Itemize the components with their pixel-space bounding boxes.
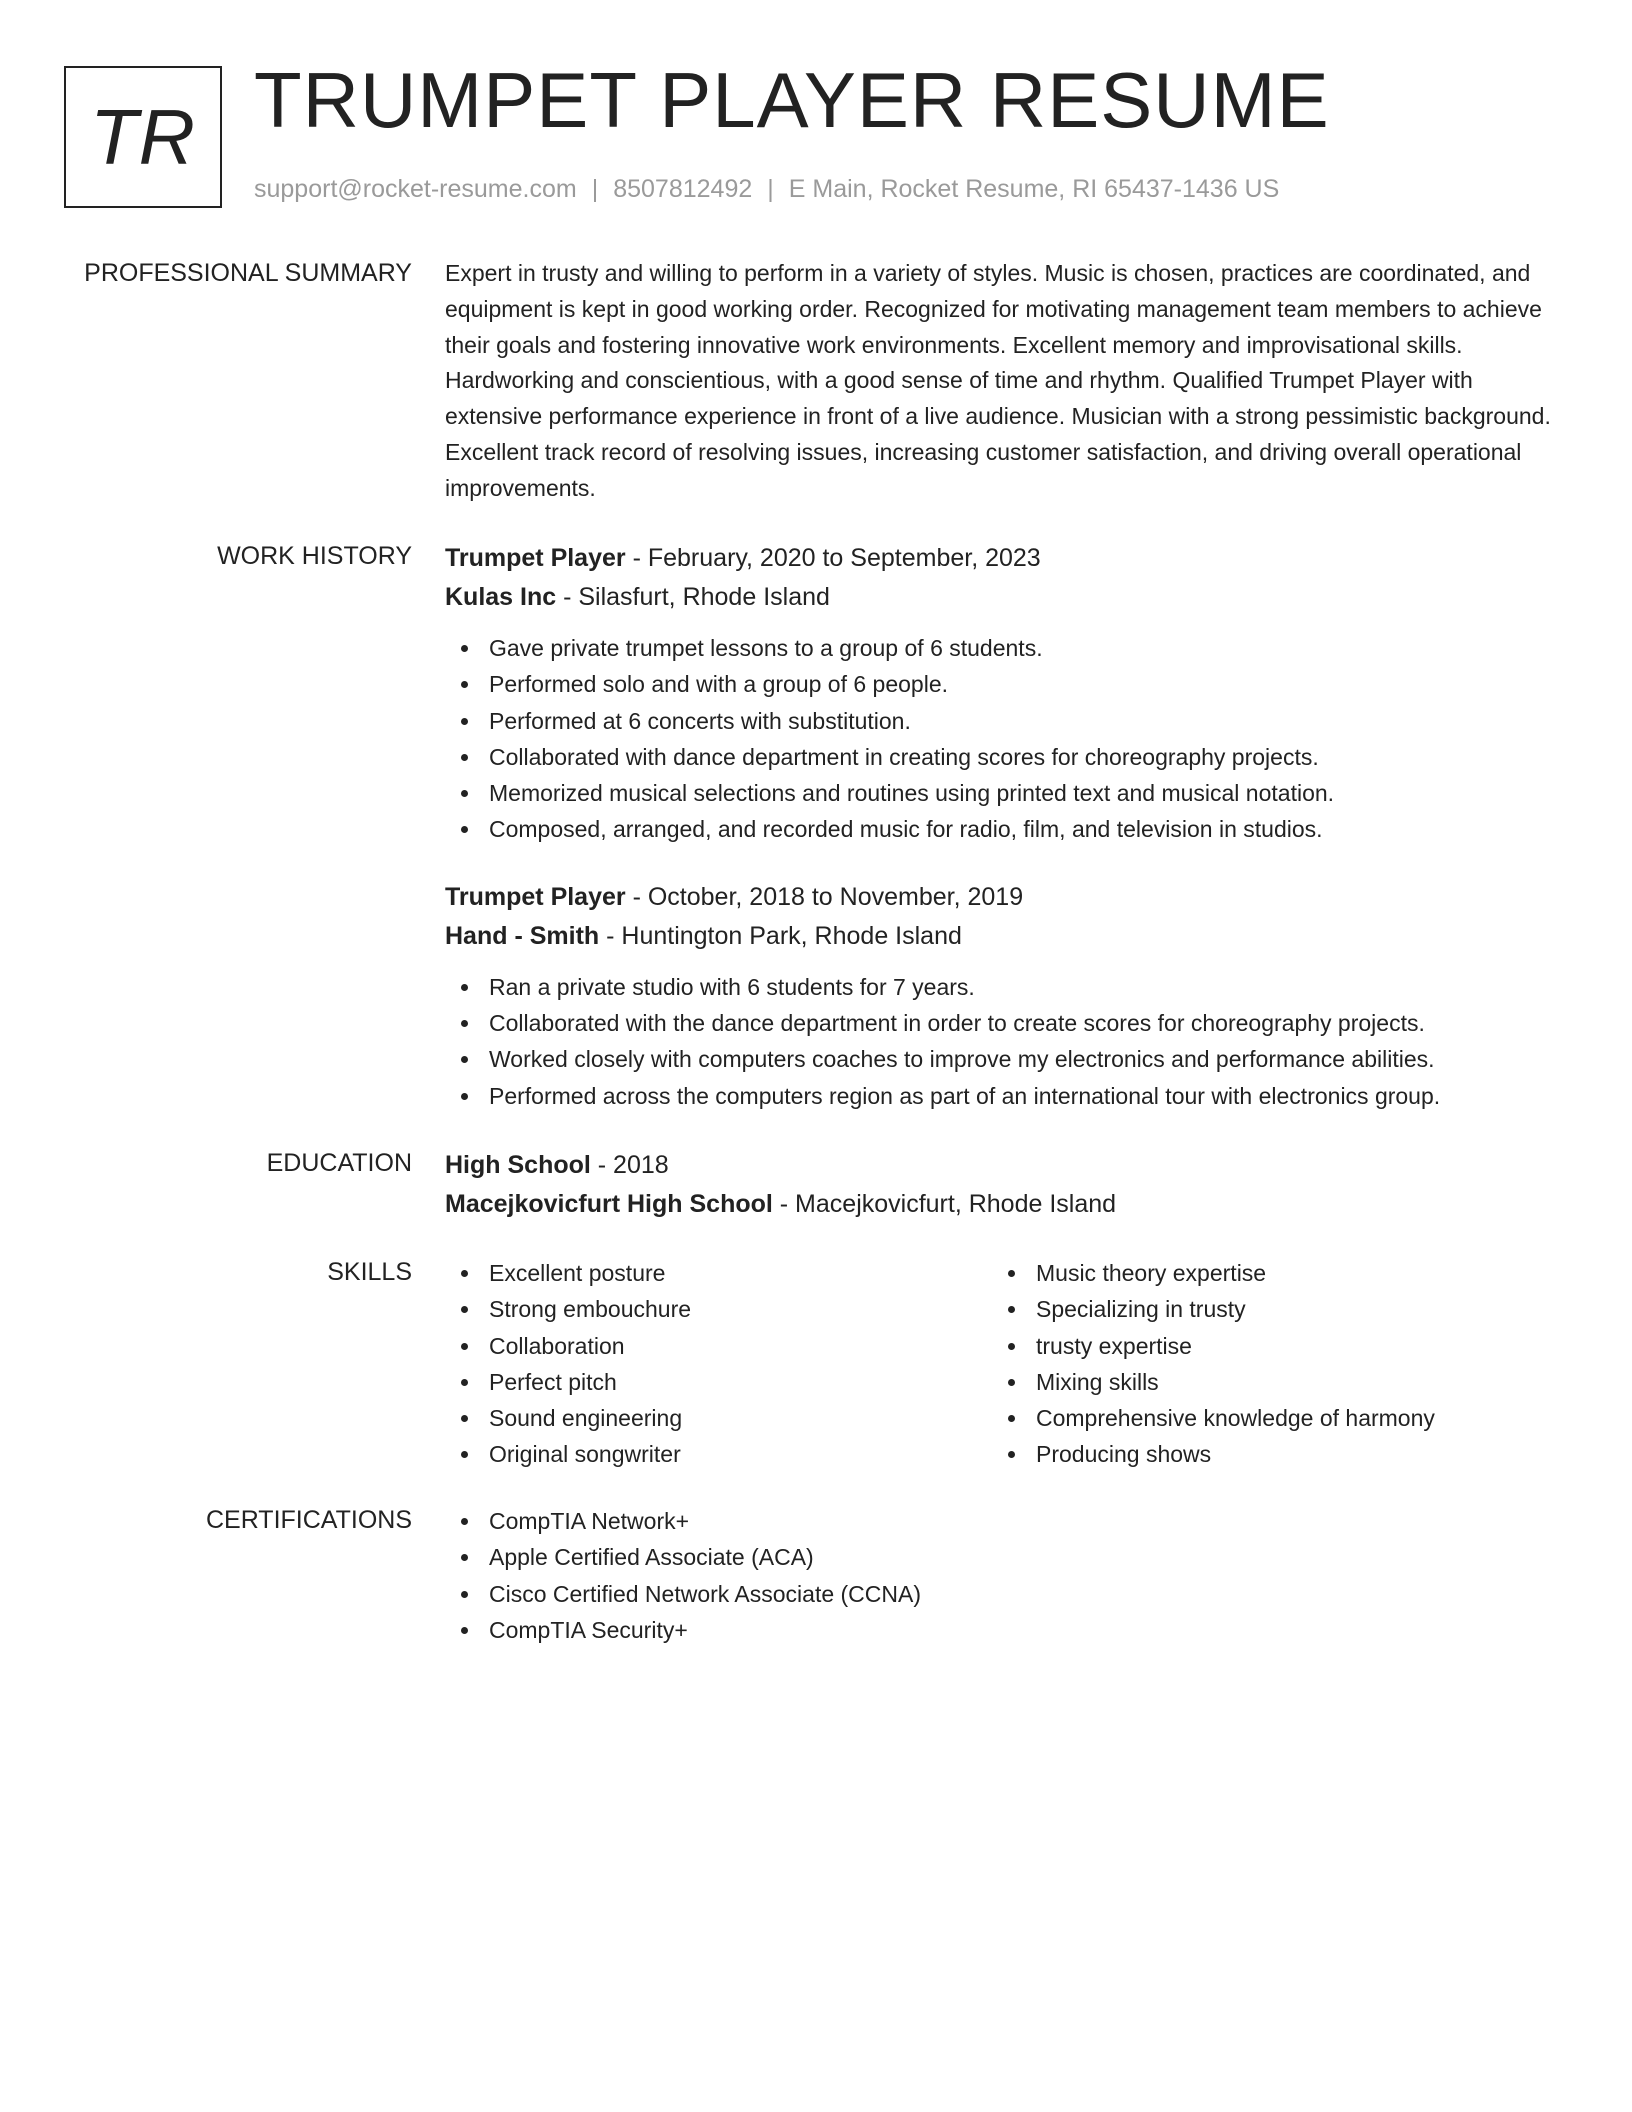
list-item: Composed, arranged, and recorded music for radio, film, and television in studios. <box>445 811 1560 847</box>
list-item: Ran a private studio with 6 students for 7 years. <box>445 969 1560 1005</box>
list-item: Perfect pitch <box>445 1364 992 1400</box>
contact-separator: | <box>591 175 599 203</box>
list-item: Collaborated with the dance department in order to create scores for choreography projects. <box>445 1005 1560 1041</box>
work-history-body <box>445 539 1560 1114</box>
job-bullet-list <box>445 969 1560 1114</box>
education-school: Macejkovicfurt High School <box>445 1190 773 1218</box>
education-year: - 2018 <box>590 1151 669 1179</box>
list-item: Memorized musical selections and routines using printed text and musical notation. <box>445 775 1560 811</box>
list-item: Performed across the computers region as part of an international tour with electronics group. <box>445 1078 1560 1114</box>
education-heading: EDUCATION <box>266 1149 412 1177</box>
list-item: Strong embouchure <box>445 1291 992 1327</box>
list-item: Specializing in trusty <box>992 1291 1539 1327</box>
job-title: Trumpet Player <box>445 544 626 572</box>
job-title: Trumpet Player <box>445 882 626 911</box>
skills-heading: SKILLS <box>327 1258 412 1286</box>
list-item: Performed at 6 concerts with substitution. <box>445 703 1560 739</box>
education-degree-line <box>445 1146 1560 1185</box>
contact-line <box>254 174 1279 204</box>
monogram-initials: TR <box>90 93 196 181</box>
work-history-heading: WORK HISTORY <box>217 542 412 570</box>
job-entry <box>445 878 1560 1114</box>
skills-list <box>445 1255 992 1473</box>
job-title-line <box>445 539 1560 578</box>
job-company: Hand - Smith <box>445 921 600 950</box>
list-item: Apple Certified Associate (ACA) <box>445 1539 1560 1575</box>
skills-body <box>445 1255 1560 1473</box>
job-company-line <box>445 917 1560 956</box>
certifications-body <box>445 1503 1560 1648</box>
education-degree: High School <box>445 1151 591 1179</box>
list-item: Music theory expertise <box>992 1255 1539 1291</box>
job-dates: - February, 2020 to September, 2023 <box>625 544 1041 572</box>
contact-email[interactable]: support@rocket-resume.com <box>254 175 577 203</box>
job-dates: - October, 2018 to November, 2019 <box>625 882 1024 911</box>
job-company-line <box>445 578 1560 617</box>
list-item: trusty expertise <box>992 1328 1539 1364</box>
list-item: Excellent posture <box>445 1255 992 1291</box>
job-location: - Silasfurt, Rhode Island <box>556 583 830 611</box>
list-item: Worked closely with computers coaches to improve my electronics and performance abilities. <box>445 1041 1560 1077</box>
list-item: Collaborated with dance department in creating scores for choreography projects. <box>445 739 1560 775</box>
job-bullet-list <box>445 630 1560 848</box>
resume-title: TRUMPET PLAYER RESUME <box>254 56 1330 144</box>
job-title-line <box>445 878 1560 917</box>
contact-phone[interactable]: 8507812492 <box>613 175 753 203</box>
list-item: Gave private trumpet lessons to a group of 6 students. <box>445 630 1560 666</box>
summary-heading: PROFESSIONAL SUMMARY <box>84 259 412 287</box>
list-item: Comprehensive knowledge of harmony <box>992 1400 1539 1436</box>
education-location: - Macejkovicfurt, Rhode Island <box>772 1190 1117 1218</box>
skills-list <box>992 1255 1539 1473</box>
contact-separator: | <box>767 175 774 203</box>
job-company: Kulas Inc <box>445 583 557 611</box>
list-item: CompTIA Security+ <box>445 1612 1560 1648</box>
summary-text: Expert in trusty and willing to perform in a variety of styles. Music is chosen, practices are coordinated, and equipment is kept in good working order. Recognized for motivating management team members to achieve their goals and fostering innovative work environments. Excellent memory and improvisational skills. Hardworking and conscientious, with a good sense of time and rhythm. Qualified Trumpet Player with extensive performance experience in front of a live audience. Musician with a strong pessimistic background. Excellent track record of resolving issues, increasing customer satisfaction, and driving overall operational improvements. <box>445 260 1551 501</box>
list-item: Producing shows <box>992 1436 1539 1472</box>
list-item: CompTIA Network+ <box>445 1503 1560 1539</box>
job-entry <box>445 539 1560 848</box>
skills-column-right <box>992 1255 1539 1473</box>
contact-address: E Main, Rocket Resume, RI 65437-1436 US <box>788 175 1280 203</box>
list-item: Performed solo and with a group of 6 people. <box>445 666 1560 702</box>
list-item: Sound engineering <box>445 1400 992 1436</box>
list-item: Collaboration <box>445 1328 992 1364</box>
education-body <box>445 1146 1560 1224</box>
job-location: - Huntington Park, Rhode Island <box>599 921 962 950</box>
summary-body <box>445 256 1560 507</box>
certifications-list <box>445 1503 1560 1648</box>
education-school-line <box>445 1185 1560 1224</box>
list-item: Mixing skills <box>992 1364 1539 1400</box>
monogram-box <box>64 66 222 208</box>
list-item: Original songwriter <box>445 1436 992 1472</box>
list-item: Cisco Certified Network Associate (CCNA) <box>445 1576 1560 1612</box>
skills-column-left <box>445 1255 992 1473</box>
certifications-heading: CERTIFICATIONS <box>205 1506 412 1534</box>
